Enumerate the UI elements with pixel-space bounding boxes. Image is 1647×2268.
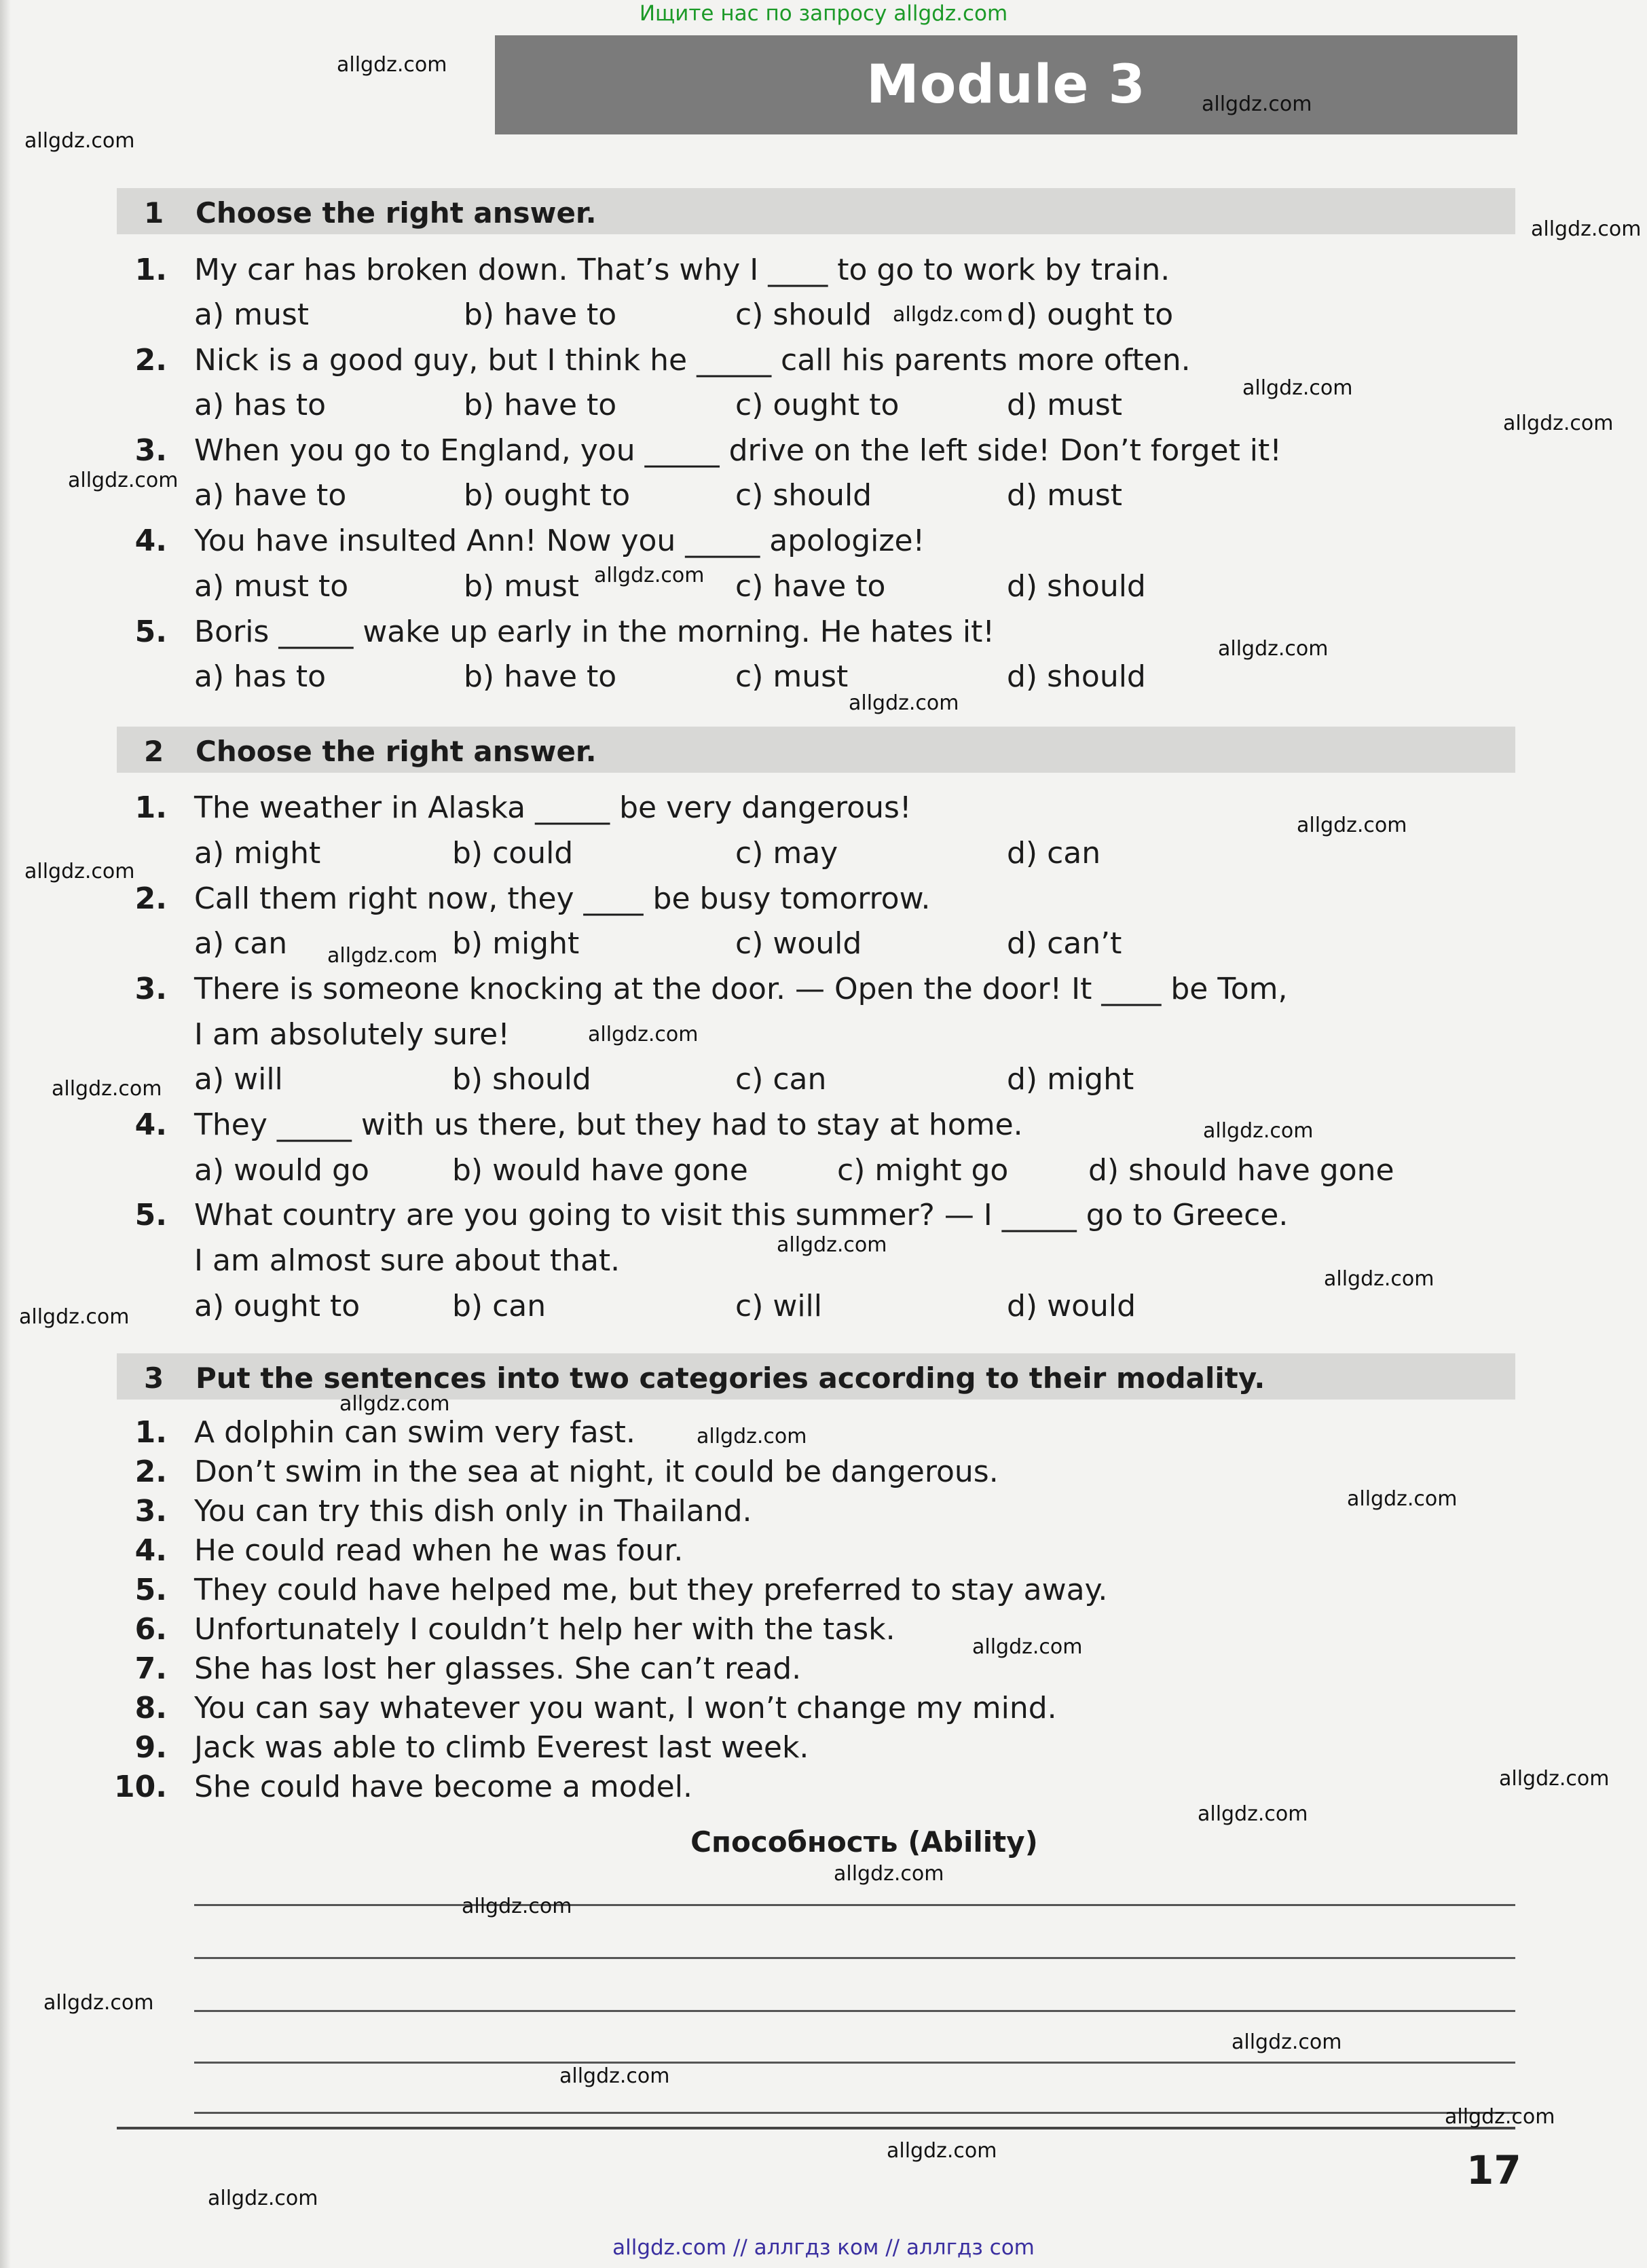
option-b[interactable]: b) can <box>452 1289 547 1323</box>
option-d[interactable]: d) must <box>1007 388 1123 422</box>
option-b[interactable]: b) would have gone <box>452 1153 748 1188</box>
item-text: A dolphin can swim very fast. <box>194 1415 635 1450</box>
section-3-header <box>117 1353 1515 1400</box>
item-text: They could have helped me, but they preferred to stay away. <box>194 1573 1108 1607</box>
item-number: 1. <box>134 1415 167 1450</box>
item-number: 3. <box>134 1494 167 1529</box>
watermark: allgdz.com <box>887 2139 997 2163</box>
option-a[interactable]: a) must to <box>194 569 349 604</box>
question-text: Nick is a good guy, but I think he _____ call his parents more often. <box>194 343 1191 378</box>
watermark: allgdz.com <box>43 1991 154 2015</box>
watermark: allgdz.com <box>594 564 705 587</box>
question-number: 3. <box>134 433 167 468</box>
question-number: 2. <box>134 343 167 378</box>
section-1-header <box>117 188 1515 234</box>
answer-line[interactable] <box>194 2112 1515 2114</box>
option-d[interactable]: d) can <box>1007 836 1101 871</box>
watermark: allgdz.com <box>208 2187 318 2210</box>
question-number: 4. <box>134 1108 167 1142</box>
watermark: allgdz.com <box>68 469 179 492</box>
watermark: allgdz.com <box>1232 2030 1342 2054</box>
watermark: allgdz.com <box>1445 2105 1555 2129</box>
question-text: Boris _____ wake up early in the morning. He hates it! <box>194 615 995 649</box>
question-text: There is someone knocking at the door. — Open the door! It ____ be Tom, <box>194 972 1288 1006</box>
answer-line[interactable] <box>194 2062 1515 2064</box>
section-title: Choose the right answer. <box>196 196 597 230</box>
watermark: allgdz.com <box>52 1077 162 1101</box>
question-number: 4. <box>134 524 167 558</box>
option-b[interactable]: b) have to <box>464 659 617 694</box>
option-c[interactable]: c) have to <box>735 569 886 604</box>
footer-divider <box>117 2127 1515 2129</box>
section-2-header <box>117 727 1515 773</box>
item-text: He could read when he was four. <box>194 1533 684 1568</box>
bottom-link[interactable]: allgdz.com // аллгдз ком // аллгдз com <box>612 2235 1035 2260</box>
answer-line[interactable] <box>194 1904 1515 1906</box>
module-banner <box>495 35 1517 134</box>
option-b[interactable]: b) must <box>464 569 580 604</box>
option-d[interactable]: d) should <box>1007 569 1146 604</box>
question-text-continued: I am absolutely sure! <box>194 1017 510 1052</box>
watermark: allgdz.com <box>893 303 1003 327</box>
option-c[interactable]: c) might go <box>837 1153 1009 1188</box>
watermark: allgdz.com <box>462 1895 572 1918</box>
question-number: 5. <box>134 615 167 649</box>
page-edge-shadow <box>0 0 11 2268</box>
option-b[interactable]: b) have to <box>464 388 617 422</box>
option-d[interactable]: d) should have gone <box>1088 1153 1394 1188</box>
item-number: 4. <box>134 1533 167 1568</box>
watermark: allgdz.com <box>1297 813 1407 837</box>
watermark: allgdz.com <box>24 860 135 883</box>
item-number: 7. <box>134 1651 167 1686</box>
item-text: You can try this dish only in Thailand. <box>194 1494 752 1529</box>
watermark: allgdz.com <box>1242 376 1353 400</box>
item-number: 5. <box>134 1573 167 1607</box>
question-number: 1. <box>134 253 167 287</box>
option-a[interactable]: a) can <box>194 926 288 961</box>
item-text: She could have become a model. <box>194 1770 692 1804</box>
option-d[interactable]: d) must <box>1007 478 1123 513</box>
option-a[interactable]: a) have to <box>194 478 347 513</box>
option-d[interactable]: d) can’t <box>1007 926 1122 961</box>
answer-line[interactable] <box>194 2010 1515 2012</box>
option-a[interactable]: a) might <box>194 836 321 871</box>
option-d[interactable]: d) would <box>1007 1289 1136 1323</box>
watermark: allgdz.com <box>559 2064 670 2088</box>
watermark: allgdz.com <box>1324 1267 1435 1291</box>
option-a[interactable]: a) has to <box>194 388 327 422</box>
watermark: allgdz.com <box>849 691 959 715</box>
watermark: allgdz.com <box>19 1305 130 1329</box>
module-title: Module 3 <box>866 54 1146 115</box>
section-number: 2 <box>144 735 164 768</box>
section-title: Put the sentences into two categories according to their modality. <box>196 1361 1265 1395</box>
question-text: Call them right now, they ____ be busy tomorrow. <box>194 881 931 916</box>
option-c[interactable]: c) must <box>735 659 849 694</box>
option-b[interactable]: b) have to <box>464 297 617 332</box>
watermark: allgdz.com <box>327 944 438 968</box>
watermark: allgdz.com <box>1203 1119 1314 1143</box>
page-number: 17 <box>1466 2147 1521 2193</box>
option-b[interactable]: b) could <box>452 836 574 871</box>
watermark: allgdz.com <box>1499 1767 1610 1791</box>
question-number: 1. <box>134 790 167 825</box>
watermark: allgdz.com <box>1202 92 1312 116</box>
item-text: Jack was able to climb Everest last week. <box>194 1730 809 1765</box>
watermark: allgdz.com <box>834 1862 944 1886</box>
category-title-ability: Способность (Ability) <box>690 1825 1038 1859</box>
option-c[interactable]: c) will <box>735 1289 823 1323</box>
item-number: 2. <box>134 1455 167 1489</box>
option-c[interactable]: c) would <box>735 926 862 961</box>
watermark: allgdz.com <box>1198 1802 1308 1826</box>
item-number: 9. <box>134 1730 167 1765</box>
question-text: They _____ with us there, but they had to stay at home. <box>194 1108 1023 1142</box>
item-text: You can say whatever you want, I won’t change my mind. <box>194 1691 1057 1725</box>
item-text: Unfortunately I couldn’t help her with the task. <box>194 1612 895 1647</box>
watermark: allgdz.com <box>1531 217 1642 241</box>
question-number: 2. <box>134 881 167 916</box>
option-c[interactable]: c) can <box>735 1062 827 1097</box>
section-number: 3 <box>144 1361 164 1395</box>
section-title: Choose the right answer. <box>196 735 597 768</box>
option-b[interactable]: b) should <box>452 1062 591 1097</box>
question-text-continued: I am almost sure about that. <box>194 1243 621 1278</box>
question-number: 5. <box>134 1198 167 1232</box>
watermark: allgdz.com <box>337 53 447 77</box>
question-text: The weather in Alaska _____ be very dangerous! <box>194 790 912 825</box>
option-a[interactable]: a) would go <box>194 1153 369 1188</box>
watermark: allgdz.com <box>1503 411 1614 435</box>
option-a[interactable]: a) will <box>194 1062 283 1097</box>
item-text: She has lost her glasses. She can’t read. <box>194 1651 802 1686</box>
option-a[interactable]: a) has to <box>194 659 327 694</box>
question-text: My car has broken down. That’s why I ____ to go to work by train. <box>194 253 1170 287</box>
watermark: allgdz.com <box>1218 637 1329 661</box>
question-text: When you go to England, you _____ drive on the left side! Don’t forget it! <box>194 433 1282 468</box>
item-text: Don’t swim in the sea at night, it could be dangerous. <box>194 1455 999 1489</box>
item-number: 8. <box>134 1691 167 1725</box>
item-number: 6. <box>134 1612 167 1647</box>
watermark: allgdz.com <box>24 129 135 153</box>
option-c[interactable]: c) should <box>735 297 872 332</box>
option-a[interactable]: a) ought to <box>194 1289 360 1323</box>
option-c[interactable]: c) ought to <box>735 388 900 422</box>
question-text: You have insulted Ann! Now you _____ apologize! <box>194 524 925 558</box>
item-number: 10. <box>114 1770 167 1804</box>
question-text: What country are you going to visit this summer? — I _____ go to Greece. <box>194 1198 1289 1232</box>
option-b[interactable]: b) might <box>452 926 580 961</box>
option-a[interactable]: a) must <box>194 297 310 332</box>
watermark: allgdz.com <box>1347 1487 1458 1511</box>
watermark: allgdz.com <box>972 1635 1083 1659</box>
answer-line[interactable] <box>194 1957 1515 1959</box>
top-link[interactable]: Ищите нас по запросу allgdz.com <box>639 1 1008 26</box>
option-d[interactable]: d) ought to <box>1007 297 1174 332</box>
option-d[interactable]: d) should <box>1007 659 1146 694</box>
watermark: allgdz.com <box>588 1023 699 1046</box>
watermark: allgdz.com <box>339 1392 450 1416</box>
section-number: 1 <box>144 196 164 230</box>
option-d[interactable]: d) might <box>1007 1062 1134 1097</box>
option-c[interactable]: c) may <box>735 836 838 871</box>
option-b[interactable]: b) ought to <box>464 478 631 513</box>
question-number: 3. <box>134 972 167 1006</box>
watermark: allgdz.com <box>697 1425 807 1448</box>
option-c[interactable]: c) should <box>735 478 872 513</box>
watermark: allgdz.com <box>777 1233 887 1257</box>
